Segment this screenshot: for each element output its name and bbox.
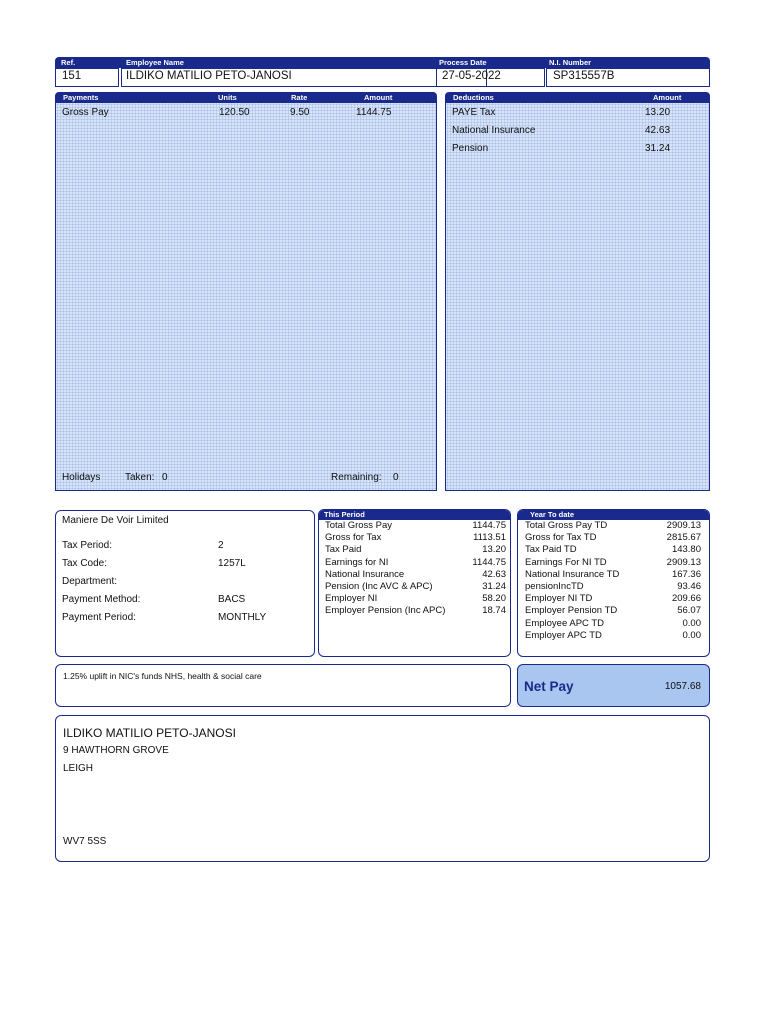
taken-value: 0 <box>162 472 168 483</box>
ytd-row <box>525 581 701 593</box>
deduction-row <box>446 125 709 139</box>
ytd-value: 167.36 <box>671 568 701 580</box>
ytd-value: 56.07 <box>677 605 701 617</box>
process-date-value: 27-05-2022 <box>442 70 501 82</box>
address-postcode: WV7 5SS <box>63 836 107 847</box>
ytd-value: 0.00 <box>682 617 701 629</box>
units-header: Units <box>218 93 237 102</box>
this-period-label: Pension (Inc AVC & APC) <box>325 580 433 592</box>
process-date-cell <box>436 68 545 87</box>
ytd-label: pensionIncTD <box>525 580 584 592</box>
deductions-panel <box>445 103 710 491</box>
rate-header: Rate <box>291 93 308 102</box>
holidays-row <box>56 472 436 486</box>
tax-period-label: Tax Period: <box>62 540 113 551</box>
ytd-label: Total Gross Pay TD <box>525 520 608 531</box>
ytd-row <box>525 605 701 617</box>
payment-period-value: MONTHLY <box>218 612 267 623</box>
ni-number-cell <box>546 68 710 87</box>
payment-method-label: Payment Method: <box>62 594 141 605</box>
deduction-amount: 42.63 <box>645 125 671 136</box>
deductions-header-bar <box>445 92 710 103</box>
payment-amount: 1144.75 <box>356 107 392 118</box>
ni-number-value: SP315557B <box>553 70 615 82</box>
payment-period-label: Payment Period: <box>62 612 136 623</box>
address-box <box>55 715 710 862</box>
net-pay-value: 1057.68 <box>664 681 701 692</box>
deductions-amount-header: Amount <box>653 93 682 102</box>
this-period-value: 42.63 <box>482 568 506 580</box>
ytd-value: 2909.13 <box>666 520 701 531</box>
remaining-label: Remaining: <box>331 472 382 483</box>
department-label: Department: <box>62 576 118 587</box>
this-period-row <box>325 532 506 544</box>
tax-period-value: 2 <box>218 540 224 551</box>
this-period-value: 1113.51 <box>473 532 506 544</box>
ytd-label: Employer Pension TD <box>525 605 618 617</box>
ytd-value: 143.80 <box>671 544 701 556</box>
ytd-row <box>525 618 701 630</box>
payment-units: 120.50 <box>219 107 250 118</box>
this-period-label: Earnings for NI <box>325 556 389 568</box>
this-period-title: This Period <box>324 510 365 519</box>
ytd-value: 93.46 <box>677 580 701 592</box>
message-text: 1.25% uplift in NIC's funds NHS, health & social care <box>63 671 262 681</box>
net-pay-label: Net Pay <box>524 679 574 694</box>
this-period-label: Employer Pension (Inc APC) <box>325 605 446 617</box>
this-period-row <box>325 544 506 556</box>
payments-amount-header: Amount <box>364 93 393 102</box>
address-line-2: LEIGH <box>63 763 94 774</box>
deduction-description: National Insurance <box>452 125 536 136</box>
message-box <box>55 664 511 707</box>
ytd-row <box>525 544 701 556</box>
ytd-label: Employee APC TD <box>525 617 605 629</box>
ref-value: 151 <box>62 70 82 82</box>
ref-label: Ref. <box>61 58 76 67</box>
employee-name-label: Employee Name <box>126 58 184 67</box>
address-name: ILDIKO MATILIO PETO-JANOSI <box>63 726 236 740</box>
ytd-value: 2815.67 <box>666 532 701 544</box>
deduction-description: Pension <box>452 143 489 154</box>
deduction-row <box>446 107 709 121</box>
payment-row <box>56 107 436 121</box>
ni-number-label: N.I. Number <box>549 58 592 67</box>
ytd-row <box>525 532 701 544</box>
ytd-value: 2909.13 <box>666 556 701 568</box>
deduction-row <box>446 143 709 157</box>
ytd-row <box>525 593 701 605</box>
deductions-header: Deductions <box>453 93 494 102</box>
taken-label: Taken: <box>125 472 155 483</box>
ytd-row <box>525 569 701 581</box>
tax-code-label: Tax Code: <box>62 558 108 569</box>
ytd-value: 0.00 <box>682 629 701 641</box>
remaining-value: 0 <box>393 472 399 483</box>
address-line-1: 9 HAWTHORN GROVE <box>63 745 169 756</box>
ytd-value: 209.66 <box>671 593 701 605</box>
payment-description: Gross Pay <box>62 107 109 118</box>
company-name: Maniere De Voir Limited <box>62 515 169 526</box>
ytd-row <box>525 630 701 642</box>
this-period-value: 58.20 <box>482 593 506 605</box>
ytd-label: National Insurance TD <box>525 568 620 580</box>
year-to-date-list <box>525 520 701 642</box>
ytd-row <box>525 520 701 532</box>
this-period-row <box>325 520 506 532</box>
this-period-row <box>325 581 506 593</box>
header-values-row <box>55 68 710 87</box>
this-period-label: Tax Paid <box>325 544 362 556</box>
this-period-value: 18.74 <box>482 605 506 617</box>
this-period-label: Total Gross Pay <box>325 520 393 531</box>
this-period-label: Gross for Tax <box>325 532 382 544</box>
this-period-row <box>325 593 506 605</box>
ytd-label: Employer APC TD <box>525 629 602 641</box>
this-period-value: 31.24 <box>482 580 506 592</box>
ref-value-cell <box>55 68 119 87</box>
deduction-amount: 31.24 <box>645 143 671 154</box>
this-period-value: 1144.75 <box>472 520 506 531</box>
ytd-label: Employer NI TD <box>525 593 593 605</box>
deduction-description: PAYE Tax <box>452 107 496 118</box>
employee-name-value: ILDIKO MATILIO PETO-JANOSI <box>126 70 292 82</box>
ytd-row <box>525 557 701 569</box>
year-to-date-header-bar <box>518 510 709 520</box>
payment-method-value: BACS <box>218 594 246 605</box>
this-period-value: 13.20 <box>482 544 506 556</box>
net-pay-box <box>517 664 710 707</box>
tax-code-value: 1257L <box>218 558 246 569</box>
this-period-row <box>325 569 506 581</box>
process-date-label: Process Date <box>439 58 487 67</box>
this-period-row <box>325 557 506 569</box>
payments-header: Payments <box>63 93 99 102</box>
header-label-bar <box>55 57 710 68</box>
ytd-label: Tax Paid TD <box>525 544 577 556</box>
ytd-label: Earnings For NI TD <box>525 556 607 568</box>
this-period-value: 1144.75 <box>472 556 506 568</box>
payments-header-bar <box>55 92 437 103</box>
holidays-label: Holidays <box>62 472 101 483</box>
year-to-date-box <box>517 509 710 657</box>
employee-name-cell <box>121 68 487 87</box>
payment-rate: 9.50 <box>290 107 310 118</box>
employer-details-box <box>55 510 315 657</box>
this-period-label: National Insurance <box>325 568 405 580</box>
this-period-list <box>325 520 506 618</box>
this-period-box <box>318 509 511 657</box>
this-period-header-bar <box>319 510 510 520</box>
ytd-label: Gross for Tax TD <box>525 532 597 544</box>
deduction-amount: 13.20 <box>645 107 671 118</box>
this-period-row <box>325 605 506 617</box>
this-period-label: Employer NI <box>325 593 378 605</box>
year-to-date-title: Year To date <box>530 510 575 519</box>
payments-panel <box>55 103 437 491</box>
